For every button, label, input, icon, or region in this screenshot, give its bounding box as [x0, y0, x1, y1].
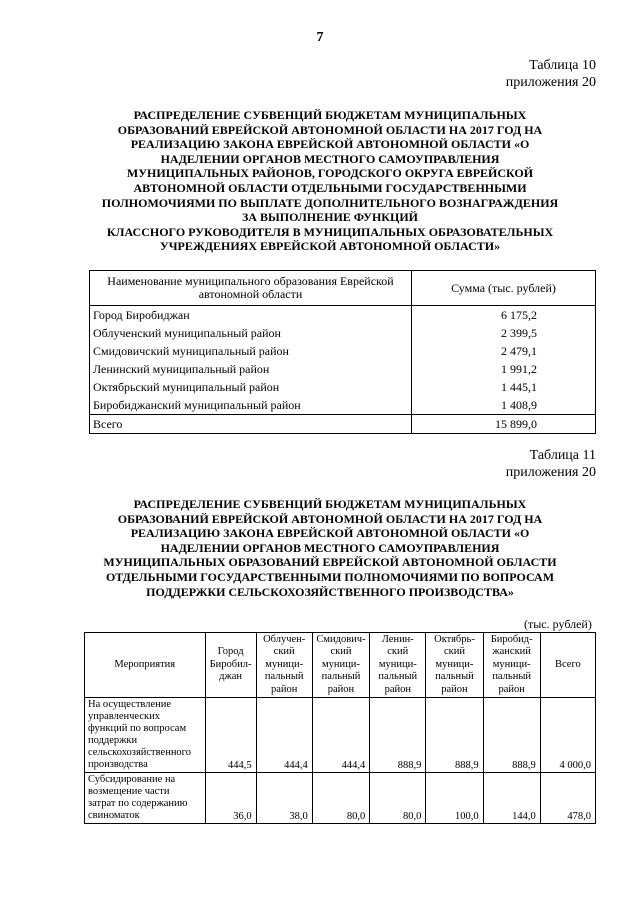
table11-heading — [70, 497, 590, 599]
table11-label — [506, 447, 596, 481]
cell-value: 100,0 — [426, 773, 483, 824]
row-name: Облученский муниципальный район — [90, 324, 412, 342]
heading-line: РЕАЛИЗАЦИЮ ЗАКОНА ЕВРЕЙСКОЙ АВТОНОМНОЙ ОБЛАСТИ «О — [130, 526, 530, 541]
cell-value: 80,0 — [312, 773, 369, 824]
heading-line: МУНИЦИПАЛЬНЫХ РАЙОНОВ, ГОРОДСКОГО ОКРУГА ЕВРЕЙСКОЙ — [126, 166, 534, 181]
heading-line: МУНИЦИПАЛЬНЫХ ОБРАЗОВАНИЙ ЕВРЕЙСКОЙ АВТОНОМНОЙ ОБЛАСТИ — [103, 555, 557, 570]
table10-label-appendix: приложения 20 — [505, 75, 596, 90]
page-number: 7 — [316, 30, 324, 45]
table10-label — [506, 57, 596, 91]
heading-line: АВТОНОМНОЙ ОБЛАСТИ ОТДЕЛЬНЫМИ ГОСУДАРСТВЕННЫМИ — [133, 180, 527, 195]
cell-value: 80,0 — [370, 773, 426, 824]
total-label: Всего — [90, 415, 412, 434]
row-sum: 1 445,1 — [412, 378, 596, 396]
row-activity: На осуществление управленческих функций по вопросам поддержки сельскохозяйственного производства — [85, 698, 206, 773]
heading-line: ЗА ВЫПОЛНЕНИЕ ФУНКЦИЙ — [241, 210, 419, 225]
row-name: Ленинский муниципальный район — [90, 360, 412, 378]
column-header-sum: Сумма (тыс. рублей) — [412, 271, 596, 306]
row-name: Биробиджанский муниципальный район — [90, 396, 412, 415]
heading-line: ОБРАЗОВАНИЙ ЕВРЕЙСКОЙ АВТОНОМНОЙ ОБЛАСТИ НА 2017 ГОД НА — [117, 122, 543, 137]
cell-value: 36,0 — [205, 773, 256, 824]
cell-value: 38,0 — [256, 773, 312, 824]
row-sum: 1 408,9 — [412, 396, 596, 415]
table10-subvention-teachers — [89, 270, 596, 434]
row-name: Октябрьский муниципальный район — [90, 378, 412, 396]
table11-label-appendix: приложения 20 — [505, 465, 596, 480]
row-sum: 2 399,5 — [412, 324, 596, 342]
cell-value: 888,9 — [370, 698, 426, 773]
table10-heading — [70, 108, 590, 254]
cell-value: 444,4 — [256, 698, 312, 773]
row-name: Город Биробиджан — [90, 306, 412, 325]
cell-total: 478,0 — [540, 773, 595, 824]
heading-line: НАДЕЛЕНИИ ОРГАНОВ МЕСТНОГО САМОУПРАВЛЕНИЯ — [160, 151, 500, 166]
unit-label: (тыс. рублей) — [524, 617, 592, 631]
row-sum: 6 175,2 — [412, 306, 596, 325]
table11-label-number: Таблица 11 — [529, 448, 596, 463]
cell-total: 4 000,0 — [540, 698, 595, 773]
table11-subvention-agriculture — [84, 632, 596, 824]
heading-line: ОТДЕЛЬНЫМИ ГОСУДАРСТВЕННЫМИ ПОЛНОМОЧИЯМИ ПО ВОПРОСАМ — [105, 569, 555, 584]
table-row — [90, 342, 596, 360]
column-header-obluchensky: Облучен- ский муници- пальный район — [256, 633, 312, 698]
column-header-leninsky: Ленин- ский муници- пальный район — [370, 633, 426, 698]
heading-line: КЛАССНОГО РУКОВОДИТЕЛЯ В МУНИЦИПАЛЬНЫХ ОБРАЗОВАТЕЛЬНЫХ — [106, 224, 554, 239]
cell-value: 888,9 — [483, 698, 540, 773]
table-total-row — [90, 415, 596, 434]
column-header-total: Всего — [540, 633, 595, 698]
table-row — [85, 698, 596, 773]
row-activity: Субсидирование на возмещение части затрат по содержанию свиноматок — [85, 773, 206, 824]
heading-line: ОБРАЗОВАНИЙ ЕВРЕЙСКОЙ АВТОНОМНОЙ ОБЛАСТИ НА 2017 ГОД НА — [117, 511, 543, 526]
heading-line: РАСПРЕДЕЛЕНИЕ СУБВЕНЦИЙ БЮДЖЕТАМ МУНИЦИПАЛЬНЫХ — [133, 108, 527, 122]
table-row — [90, 324, 596, 342]
heading-line: УЧРЕЖДЕНИЯХ ЕВРЕЙСКОЙ АВТОНОМНОЙ ОБЛАСТИ» — [159, 239, 501, 254]
row-sum: 2 479,1 — [412, 342, 596, 360]
column-header-name: Наименование муниципального образования Еврейской автономной области — [90, 271, 412, 306]
row-name: Смидовичский муниципальный район — [90, 342, 412, 360]
heading-line: РЕАЛИЗАЦИЮ ЗАКОНА ЕВРЕЙСКОЙ АВТОНОМНОЙ ОБЛАСТИ «О — [130, 137, 530, 152]
column-header-activity: Мероприятия — [85, 633, 206, 698]
column-header-smidovichsky: Смидович- ский муници- пальный район — [312, 633, 369, 698]
table-row — [90, 360, 596, 378]
total-sum: 15 899,0 — [412, 415, 596, 434]
column-header-birobidzhan-city: Город Биробил- джан — [205, 633, 256, 698]
table-row — [90, 396, 596, 415]
cell-value: 444,4 — [312, 698, 369, 773]
row-sum: 1 991,2 — [412, 360, 596, 378]
heading-line: ПОЛНОМОЧИЯМИ ПО ВЫПЛАТЕ ДОПОЛНИТЕЛЬНОГО ВОЗНАГРАЖДЕНИЯ — [101, 195, 559, 210]
cell-value: 444,5 — [205, 698, 256, 773]
cell-value: 888,9 — [426, 698, 483, 773]
cell-value: 144,0 — [483, 773, 540, 824]
column-header-oktyabrsky: Октябрь- ский муници- пальный район — [426, 633, 483, 698]
table-header-row — [85, 633, 596, 698]
column-header-birobidzhansky: Биробид- жанский муници- пальный район — [483, 633, 540, 698]
heading-line: РАСПРЕДЕЛЕНИЕ СУБВЕНЦИЙ БЮДЖЕТАМ МУНИЦИПАЛЬНЫХ — [133, 497, 527, 511]
table-row — [90, 378, 596, 396]
table-row — [90, 306, 596, 325]
table10-label-number: Таблица 10 — [529, 58, 596, 73]
heading-line: ПОДДЕРЖКИ СЕЛЬСКОХОЗЯЙСТВЕННОГО ПРОИЗВОДСТВА» — [146, 584, 514, 599]
table-row — [85, 773, 596, 824]
table-header-row — [90, 271, 596, 306]
heading-line: НАДЕЛЕНИИ ОРГАНОВ МЕСТНОГО САМОУПРАВЛЕНИЯ — [160, 540, 500, 555]
